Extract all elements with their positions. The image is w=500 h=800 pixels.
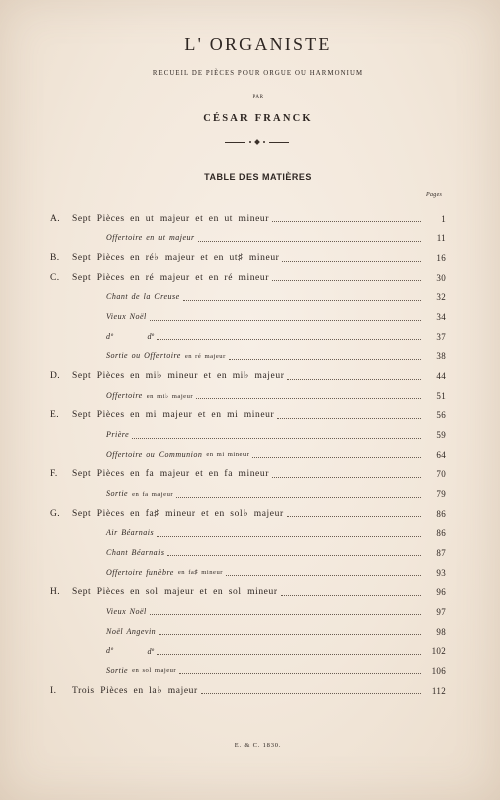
dot-leader — [196, 398, 421, 399]
piece-key: en ré majeur — [184, 352, 226, 360]
piece-title: Offertoire — [106, 390, 143, 400]
page-number: 38 — [436, 351, 446, 362]
piece-key: en fa majeur — [132, 490, 174, 498]
page-number: 86 — [436, 528, 446, 539]
toc-section-row — [50, 366, 446, 386]
piece-title: Offertoire ou Communion — [106, 449, 203, 459]
section-letter: F. — [50, 469, 58, 480]
publisher-imprint: E. & C. 1830. — [234, 742, 282, 749]
piece-title: Sortie — [106, 489, 129, 499]
piece-key: en mi mineur — [206, 451, 250, 459]
dot-leader — [277, 418, 421, 419]
ornament-divider — [225, 139, 289, 146]
dot-leader — [226, 575, 421, 576]
composer-name: CÉSAR FRANCK — [203, 113, 313, 124]
dot-leader — [282, 261, 421, 262]
toc-section-row — [50, 465, 446, 485]
toc-heading: TABLE DES MATIÈRES — [204, 172, 312, 182]
piece-title: Chant Béarnais — [106, 547, 165, 557]
toc-piece-row — [50, 484, 446, 504]
page-number: 79 — [436, 489, 446, 500]
page-number: 106 — [431, 665, 446, 676]
dot-leader — [150, 614, 421, 615]
dot-leader — [183, 300, 421, 301]
section-title: Sept Pièces en fa majeur et en fa mineur — [72, 469, 269, 480]
piece-title: Offertoire en ut majeur — [106, 233, 195, 243]
section-title: Sept Pièces en mi majeur et en mi mineur — [72, 410, 275, 421]
ditto-mark: dº — [147, 646, 154, 656]
toc-section-row — [50, 504, 446, 524]
piece-key: en fa♯ mineur — [177, 569, 223, 577]
dot-leader — [167, 555, 421, 556]
section-title: Sept Pièces en sol majeur et en sol mineur — [72, 587, 278, 598]
section-letter: A. — [50, 213, 61, 224]
dot-leader — [272, 477, 421, 478]
dot-leader — [132, 438, 421, 439]
page-number: 37 — [436, 331, 446, 342]
section-title: Sept Pièces en fa♯ mineur et en sol♭ majeur — [72, 508, 284, 519]
piece-title: Chant de la Creuse — [106, 292, 180, 302]
toc-section-row — [50, 582, 446, 602]
toc-piece-row — [50, 347, 446, 367]
piece-title: Vieux Noël — [106, 312, 147, 322]
toc-piece-row — [50, 602, 446, 622]
page-number: 34 — [436, 312, 446, 323]
piece-title: Air Béarnais — [106, 528, 155, 538]
toc-piece-row — [50, 327, 446, 347]
page-number: 59 — [436, 430, 446, 441]
page-number: 32 — [436, 292, 446, 303]
piece-key: en sol majeur — [132, 667, 177, 675]
toc-piece-row — [50, 229, 446, 249]
pages-column-label: Pages — [426, 192, 443, 198]
page-number: 86 — [436, 508, 446, 519]
dot-leader — [287, 516, 421, 517]
page-subtitle: RECUEIL DE PIÈCES POUR ORGUE OU HARMONIUM — [152, 70, 364, 77]
dot-leader — [198, 241, 421, 242]
piece-title: dº — [106, 331, 114, 341]
page-number: 44 — [436, 371, 446, 382]
page-number: 1 — [441, 213, 446, 224]
toc-piece-row — [50, 445, 446, 465]
dot-leader — [201, 693, 421, 694]
toc-piece-row — [50, 307, 446, 327]
dot-leader — [176, 497, 421, 498]
by-line: PAR — [252, 95, 264, 100]
toc-piece-row — [50, 425, 446, 445]
dot-leader — [150, 320, 421, 321]
ornament-diamond-icon — [254, 139, 260, 145]
dot-leader — [252, 457, 421, 458]
page-title: L' ORGANISTE — [184, 34, 332, 54]
section-letter: G. — [50, 508, 61, 519]
toc-piece-row — [50, 288, 446, 308]
piece-title: Sortie ou Offertoire — [106, 351, 181, 361]
toc-list — [50, 209, 446, 700]
dot-leader — [157, 654, 421, 655]
dot-leader — [157, 339, 421, 340]
section-title: Sept Pièces en ré♭ majeur et en ut♯ mineur — [72, 253, 280, 264]
dot-leader — [229, 359, 421, 360]
toc-section-row — [50, 268, 446, 288]
piece-title: Vieux Noël — [106, 606, 147, 616]
piece-title: Sortie — [106, 665, 129, 675]
piece-title: Noël Angevin — [106, 626, 157, 636]
page-number: 16 — [436, 253, 446, 264]
toc-section-row — [50, 209, 446, 229]
section-letter: D. — [50, 371, 61, 382]
toc-section-row — [50, 406, 446, 426]
page-number: 56 — [436, 410, 446, 421]
section-letter: E. — [50, 410, 59, 421]
dot-leader — [179, 673, 421, 674]
dot-leader — [272, 221, 421, 222]
page-number: 102 — [431, 646, 446, 657]
ornament-dot-right — [263, 141, 265, 143]
toc-piece-row — [50, 386, 446, 406]
section-title: Sept Pièces en ré majeur et en ré mineur — [72, 272, 269, 283]
dot-leader — [281, 595, 421, 596]
section-letter: H. — [50, 587, 61, 598]
page-number: 70 — [436, 469, 446, 480]
piece-title: Prière — [106, 430, 130, 440]
page-number: 97 — [436, 606, 446, 617]
piece-title: dº — [106, 646, 114, 656]
page-number: 98 — [436, 626, 446, 637]
ornament-dot-left — [249, 141, 251, 143]
page-number: 51 — [436, 390, 446, 401]
toc-piece-row — [50, 524, 446, 544]
page-number: 64 — [436, 449, 446, 460]
dot-leader — [287, 379, 421, 380]
ornament-line-left — [225, 142, 245, 143]
dot-leader — [272, 280, 421, 281]
piece-title: Offertoire funèbre — [106, 567, 174, 577]
section-title: Sept Pièces en mi♭ mineur et en mi♭ majeur — [72, 371, 285, 382]
page-number: 11 — [436, 233, 446, 244]
page-number: 96 — [436, 587, 446, 598]
toc-piece-row — [50, 563, 446, 583]
section-letter: C. — [50, 272, 60, 283]
section-title: Sept Pièces en ut majeur et en ut mineur — [72, 213, 270, 224]
toc-section-row — [50, 681, 446, 701]
dot-leader — [157, 536, 421, 537]
ditto-mark: dº — [147, 332, 154, 342]
toc-piece-row — [50, 622, 446, 642]
toc-piece-row — [50, 661, 446, 681]
page-number: 112 — [431, 685, 446, 696]
dot-leader — [159, 634, 421, 635]
toc-piece-row — [50, 543, 446, 563]
section-letter: B. — [50, 253, 60, 264]
ornament-line-right — [269, 142, 289, 143]
page-number: 87 — [436, 547, 446, 558]
page-number: 93 — [436, 567, 446, 578]
toc-section-row — [50, 248, 446, 268]
section-title: Trois Pièces en la♭ majeur — [72, 685, 198, 696]
page-number: 30 — [436, 272, 446, 283]
toc-piece-row — [50, 641, 446, 661]
piece-key: en mi♭ majeur — [146, 392, 194, 400]
section-letter: I. — [50, 685, 57, 696]
